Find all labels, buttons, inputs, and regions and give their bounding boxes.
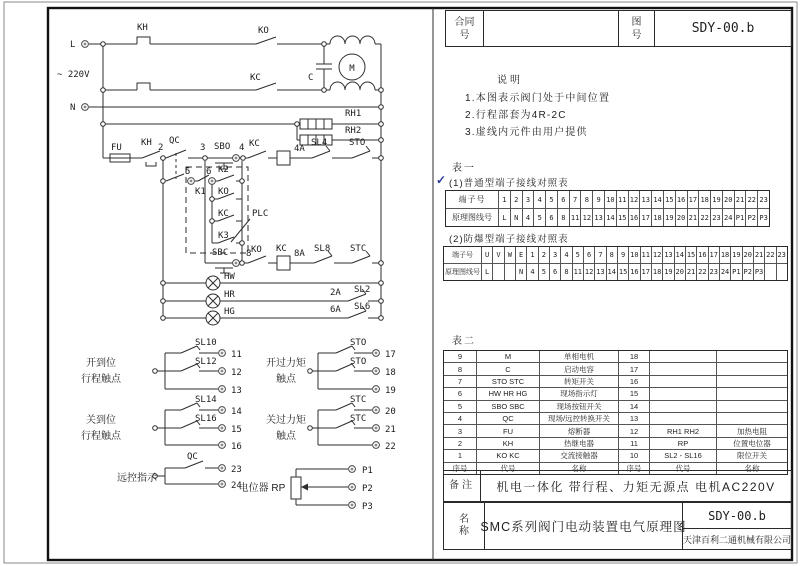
table-cell: 名称 [716,463,787,474]
table-cell: 启动电容 [539,363,618,374]
table-cell: 14 [618,401,649,412]
table-cell: 5 [538,264,549,280]
hg-lamp-label: HG [224,307,235,317]
table-cell: 4 [533,191,545,208]
table-row [444,362,787,374]
table-cell: 现场指示灯 [539,388,618,399]
table-cell: 11 [569,209,581,226]
node8-label: 8 [246,249,252,259]
table-cell: 20 [742,247,753,263]
table-cell: 24 [722,209,734,226]
table-cell: RP [649,438,716,449]
table-cell [492,264,503,280]
thermal-relay-contact [146,162,156,166]
table-cell: 15 [616,209,628,226]
table-row [444,412,787,424]
table-cell: 19 [662,264,673,280]
table-cell: 13 [639,191,651,208]
power-circuit [89,36,381,318]
table-cell: 1 [457,451,463,461]
table-cell: QC [476,413,539,424]
table-cell: N [510,209,522,226]
table-cell: 18 [698,191,710,208]
table-cell: 代号 [649,463,716,474]
drawing-no-label: 图号 [618,10,655,47]
terminal-17: 17 [385,350,396,360]
node3-label: 3 [200,143,206,153]
open-travel-label-2: 行程触点 [81,374,121,385]
table-cell: KO KC [476,450,539,461]
sl14-label: SL14 [195,395,217,405]
table-cell [716,413,787,424]
footer-drawing-no: SDY-00.b [683,503,791,529]
table-cell: 14 [651,191,663,208]
table-cell: 10 [618,450,649,461]
table-cell: 13 [594,264,605,280]
voltage-label: ~ 220V [57,70,90,80]
table-cell: 12 [583,264,594,280]
table-cell: 17 [640,264,651,280]
plc-leader-line [231,219,250,242]
table-cell: 3 [457,426,463,436]
wire-6a-label: 6A [330,305,341,315]
sl10-label: SL10 [195,338,217,348]
table-cell: 5 [572,247,583,263]
table-cell: 4 [560,247,571,263]
sto-label: STO [349,138,366,148]
table-cell: 6 [545,209,557,226]
kh-heater-label: KH [137,23,148,33]
table-cell: 21 [687,209,699,226]
table-cell: 名称 [539,463,618,474]
table-cell: KH [476,438,539,449]
terminal-table-explosionproof [443,246,788,281]
name-label: 名称 [444,503,485,549]
table-cell: 4 [457,414,463,424]
table-cell: 3 [522,191,534,208]
table1-caption: 表一 [452,163,476,174]
table-cell: 11 [572,264,583,280]
table-cell: 4 [522,209,534,226]
plc-label: PLC [252,209,269,219]
table-cell: 20 [722,191,734,208]
table-cell: 19 [710,191,722,208]
terminal-13: 13 [231,386,242,396]
close-travel-label-1: 关到位 [86,415,116,426]
table-cell: 21 [734,191,746,208]
table-cell: W [504,247,515,263]
table2-caption: 表二 [452,336,476,347]
table-cell: 12 [580,209,592,226]
table-cell: 6 [549,264,560,280]
table-cell: N [515,264,526,280]
table-cell [649,413,716,424]
kc-coil [277,256,290,270]
remark-value: 机电一体化 带行程、力矩无源点 电机AC220V [496,479,776,494]
node6-label: 6 [206,167,212,177]
table-cell: 位置电位器 [716,438,787,449]
sl16-label: SL16 [195,414,217,424]
t1a-row1-cells [498,191,769,208]
terminal-22: 22 [385,442,396,452]
table-row [444,375,787,387]
table-cell: 15 [685,247,696,263]
table-cell: 4 [526,264,537,280]
table-cell: M [476,351,539,362]
table-cell: 17 [618,363,649,374]
terminal-11: 11 [231,350,242,360]
terminal-18: 18 [385,368,396,378]
close-torque-label-2: 触点 [276,431,296,442]
contract-no-value [483,10,619,47]
name-block [443,502,792,550]
indicator-lamps [163,276,381,325]
terminal-19: 19 [385,386,396,396]
table-cell: P1 [734,209,746,226]
terminal-16: 16 [231,442,242,452]
note-item-2: 2.行程部套为4R-2C [465,110,567,121]
table-cell: E [515,247,526,263]
t1b-row1-cells [481,247,787,263]
table-cell: 现场按钮开关 [539,401,618,412]
table-cell: 14 [604,209,616,226]
table-cell: 14 [674,247,685,263]
table-cell: 15 [618,388,649,399]
table-cell: V [492,247,503,263]
table-cell: 11 [640,247,651,263]
potentiometer-symbol [291,469,348,505]
table-cell: 15 [617,264,628,280]
table-cell: P2 [742,264,753,280]
table-row [444,400,787,412]
table-cell: 序号 [452,463,468,473]
drawing-no-value: SDY-00.b [654,10,792,47]
table-cell: SL2 - SL16 [649,450,716,461]
table-cell: 15 [663,191,675,208]
table-cell: L [498,209,510,226]
open-torque-label-2: 触点 [276,374,296,385]
table-cell: 11 [618,438,649,449]
table-cell [504,264,515,280]
table-cell: 22 [698,209,710,226]
table-cell: 2 [457,438,463,448]
table-cell: 7 [457,376,463,386]
table-cell: 23 [710,209,722,226]
wire-2a-label: 2A [330,288,341,298]
company-name: 天津百利二通机械有限公司 [682,534,791,545]
terminal-n-label: N [70,103,76,113]
table-cell: 8 [580,191,592,208]
ko-interlock-label: KO [251,245,262,255]
terminal-table-standard [445,190,770,227]
hw-lamp-label: HW [224,272,235,282]
remote-indication-label: 远控指示 [117,473,157,484]
table-cell: 8 [560,264,571,280]
terminal-l-label: L [70,40,76,50]
close-travel-label-2: 行程触点 [81,431,121,442]
table-cell: 1 [498,191,510,208]
potentiometer-label: 电位器 RP [238,483,286,494]
table-cell: 20 [674,264,685,280]
kc-coil-label: KC [276,244,287,254]
table-cell: 限位开关 [716,450,787,461]
table1-sub2-title: (2)防爆型端子接线对照表 [449,234,569,245]
kh-contact-label: KH [141,138,152,148]
name-right-column [683,503,791,549]
table-cell: 代号 [476,463,539,474]
table-cell: 17 [708,247,719,263]
table-cell: 16 [618,376,649,387]
table-cell: 19 [730,247,741,263]
table-cell: 序号 [618,463,649,474]
table-cell: 8 [457,364,463,374]
table-cell: 9 [592,191,604,208]
motor-label: M [349,64,355,74]
table-cell: 16 [628,209,640,226]
user-plc-dashed-box [186,167,248,253]
kc-contact-label: KC [250,73,261,83]
node4-label: 4 [239,143,245,153]
table-cell: 2 [510,191,522,208]
table-cell: 16 [696,247,707,263]
table-cell [649,363,716,374]
table-cell: 2 [538,247,549,263]
table-cell: 11 [616,191,628,208]
table-cell: 熔断器 [539,425,618,436]
terminal-24: 24 [231,481,242,491]
rh2-label: RH2 [345,126,362,136]
terminal-p2: P2 [362,484,373,494]
sbc-label: SBC [212,248,229,258]
table-cell: 23 [757,191,769,208]
stc-group-label-1: STC [350,395,367,405]
sl4-label: SL4 [311,138,328,148]
table-cell: 22 [764,247,775,263]
table-cell [716,376,787,387]
table-cell: 13 [618,413,649,424]
table-cell: 5 [457,401,463,411]
name-value: SMC系列阀门电动装置电气原理图 [485,503,683,549]
table-cell [716,388,787,399]
table-cell: 现场/远控转换开关 [539,413,618,424]
table-cell: U [481,247,492,263]
sto-group-label-1: STO [350,338,367,348]
note-item-3: 3.虚线内元件由用户提供 [465,127,588,138]
terminal-20: 20 [385,407,396,417]
table-cell: 9 [617,247,628,263]
close-torque-label-1: 关过力矩 [266,415,306,426]
t1b-row2-cells [481,264,787,280]
wire-4a-label: 4A [294,144,305,154]
table-row [444,437,787,449]
table-cell [649,351,716,362]
table-cell: HW HR HG [476,388,539,399]
table-cell: 5 [545,191,557,208]
table-cell: 21 [753,247,764,263]
contract-no-label: 合同号 [445,10,484,47]
table-cell: 6 [583,247,594,263]
table-cell: P1 [730,264,741,280]
table-cell: 7 [594,247,605,263]
table-row [444,387,787,399]
table-cell: 热继电器 [539,438,618,449]
kc-interlock-label: KC [249,139,260,149]
table-cell: 加热电阻 [716,425,787,436]
table-cell: SBO SBC [476,401,539,412]
table-cell: 10 [604,191,616,208]
table-cell: 19 [663,209,675,226]
fuse-label: FU [111,143,122,153]
stc-label: STC [350,244,367,254]
t1a-row2-header: 原理图线号 [452,213,492,222]
table-cell: 5 [533,209,545,226]
node2-label: 2 [158,143,164,153]
table1-sub1-title: (1)普通型端子接线对照表 [449,178,569,189]
table-cell: 单相电机 [539,351,618,362]
table-row [444,424,787,436]
table-cell: 16 [675,191,687,208]
table-cell: 16 [628,264,639,280]
capacitor-label: C [308,73,314,83]
table-cell: 3 [549,247,560,263]
table-cell: 23 [776,247,787,263]
sl2-label: SL2 [354,285,371,295]
table-cell: 14 [606,264,617,280]
terminal-groups [157,346,372,505]
table-cell: 13 [662,247,673,263]
table-cell: RH1 RH2 [649,425,716,436]
sl8-label: SL8 [314,244,331,254]
terminal-p1: P1 [362,466,373,476]
table-cell: 10 [628,247,639,263]
table-cell: 12 [628,191,640,208]
remark-block [443,470,792,502]
ko-contact-label: KO [258,26,269,36]
capacitor-symbol [316,44,332,90]
table-cell: 17 [687,191,699,208]
table-cell: L [481,264,492,280]
table-cell: 8 [557,209,569,226]
table-cell: 21 [685,264,696,280]
table-cell: C [476,363,539,374]
terminal-12: 12 [231,368,242,378]
terminal-15: 15 [231,425,242,435]
remark-label: 备注 [444,471,481,501]
table-cell: 8 [606,247,617,263]
table1-checkmark: ✓ [436,173,447,187]
kc-seal-label: KC [218,209,229,219]
motor-winding-top [330,36,375,44]
wire-8a-label: 8A [294,249,305,259]
table-cell: FU [476,425,539,436]
table-cell: 17 [639,209,651,226]
notes-heading: 说明 [497,75,523,86]
table-cell: 22 [696,264,707,280]
motor-winding-bottom [330,82,375,90]
t1b-row2-header: 原理图线号 [445,269,480,276]
table-cell [776,264,787,280]
table-cell: 18 [618,351,649,362]
table-cell: 22 [745,191,757,208]
t1b-row1-header: 端子号 [452,252,473,259]
table-cell: 18 [651,264,662,280]
terminal-21: 21 [385,425,396,435]
table-cell: 12 [651,247,662,263]
table-cell: 18 [719,247,730,263]
open-torque-label-1: 开过力矩 [266,358,306,369]
table-cell: 6 [457,389,463,399]
table-cell: 6 [557,191,569,208]
qc-group-label: QC [187,452,198,462]
table-cell: 交流接触器 [539,450,618,461]
table-cell: 9 [457,352,463,362]
table-cell: P3 [753,264,764,280]
table-cell: 转矩开关 [539,376,618,387]
table-cell: 18 [651,209,663,226]
k2-label: K2 [218,165,229,175]
table-cell: 7 [569,191,581,208]
terminal-14: 14 [231,407,242,417]
k1-label: K1 [195,187,206,197]
table-cell: P2 [745,209,757,226]
qc-switch-label: QC [169,136,180,146]
table-cell: 1 [526,247,537,263]
terminal-23: 23 [231,465,242,475]
table-row [444,449,787,461]
table-cell: 23 [708,264,719,280]
ko-coil [277,151,290,165]
hr-lamp-label: HR [224,290,235,300]
table-cell: 20 [675,209,687,226]
t1a-row1-header: 端子号 [458,195,486,204]
sto-group-label-2: STO [350,357,367,367]
table-cell [716,363,787,374]
rh1-label: RH1 [345,109,362,119]
terminal-p3: P3 [362,502,373,512]
table-cell [649,401,716,412]
table-cell: 13 [592,209,604,226]
table-row [444,351,787,362]
k3-label: K3 [218,231,229,241]
sl12-label: SL12 [195,357,217,367]
component-list-table [443,350,788,475]
table-cell: 24 [719,264,730,280]
table-cell [649,376,716,387]
table-cell [716,351,787,362]
node5-label: 5 [185,167,191,177]
stc-group-label-2: STC [350,414,367,424]
table-cell: 12 [618,425,649,436]
sl6-label: SL6 [354,302,371,312]
t1a-row2-cells [498,209,769,226]
open-travel-label-1: 开到位 [86,358,116,369]
sbo-label: SBO [214,142,231,152]
ko-seal-label: KO [218,187,229,197]
table-cell: P3 [757,209,769,226]
table-cell [716,401,787,412]
table-cell [649,388,716,399]
table-cell [764,264,775,280]
note-item-1: 1.本图表示阀门处于中间位置 [465,93,611,104]
table-cell: STO STC [476,376,539,387]
